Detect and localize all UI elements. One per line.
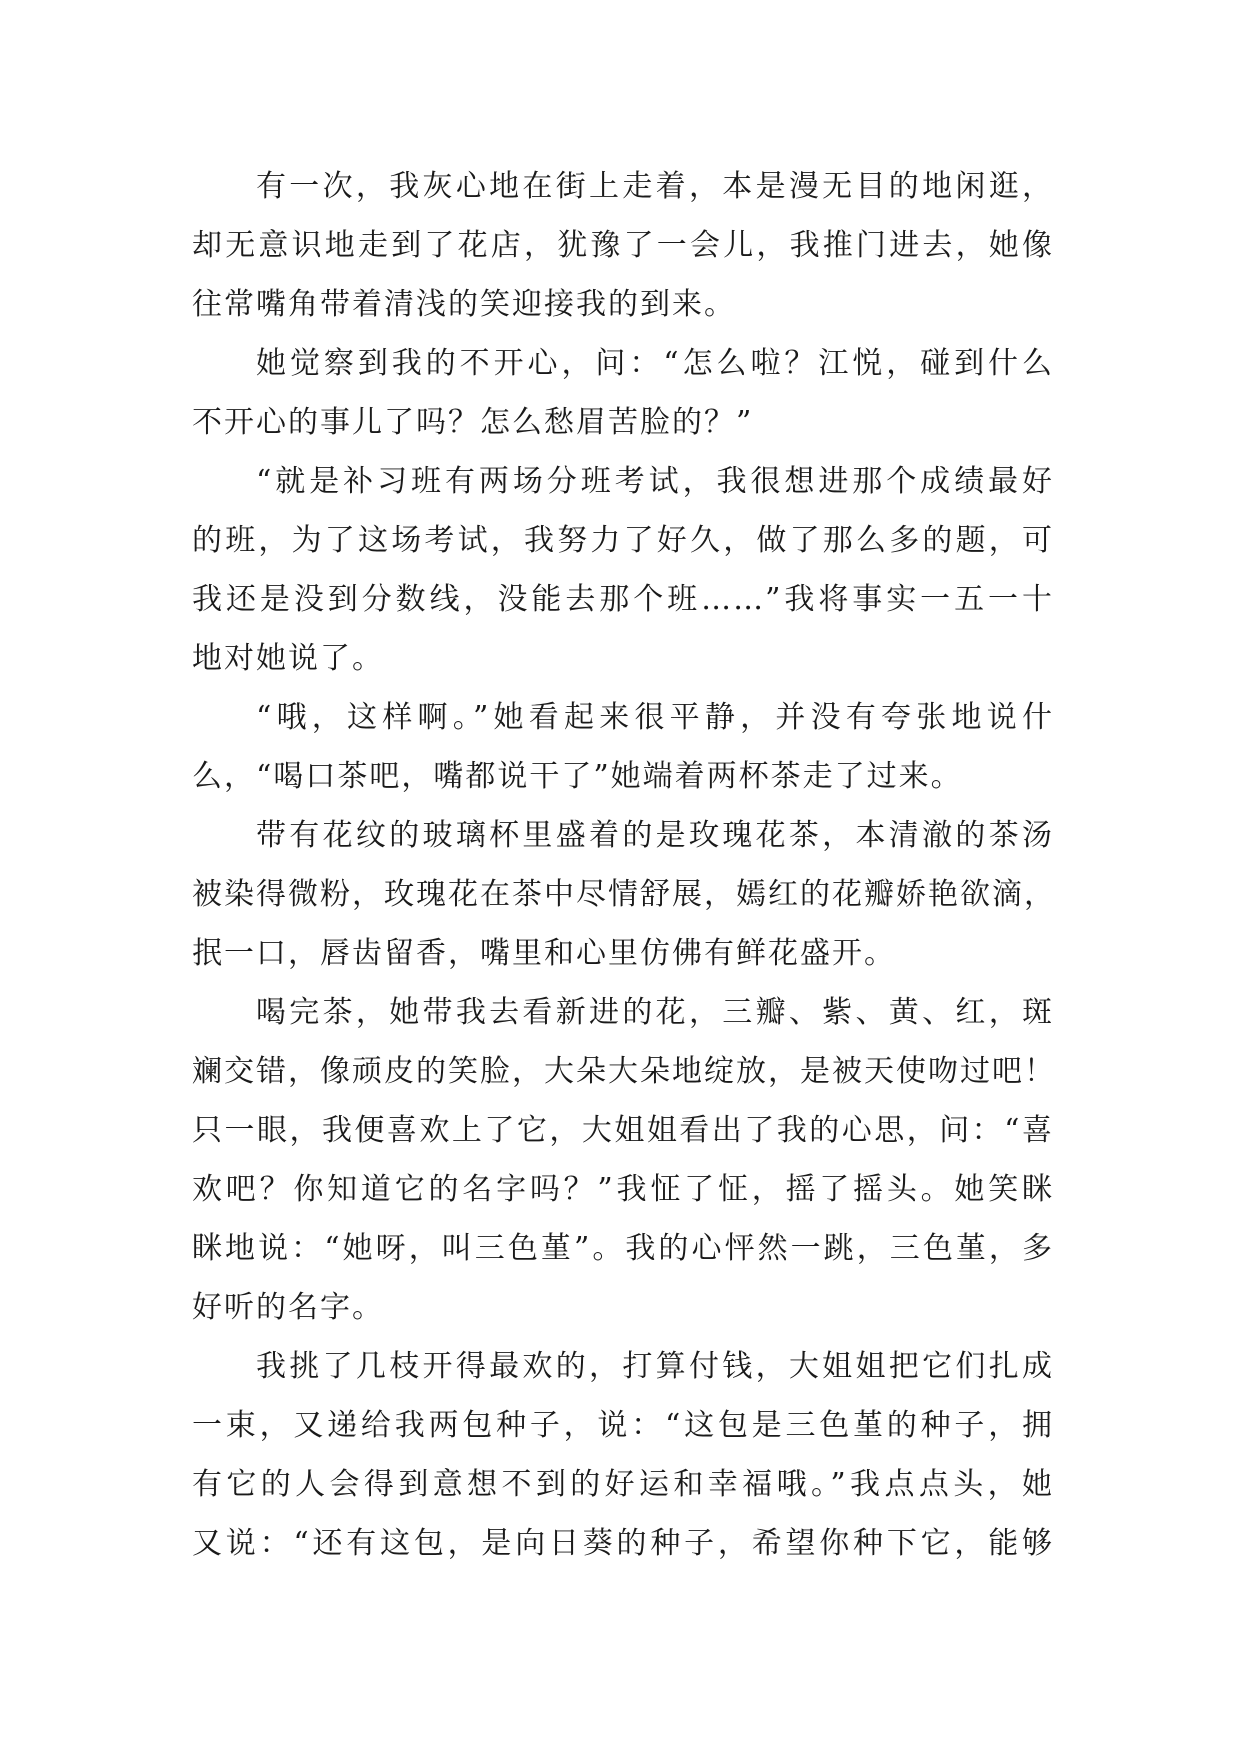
text-line: “就是补习班有两场分班考试，我很想进那个成绩最好 bbox=[256, 464, 1054, 499]
text-line: 的班，为了这场考试，我努力了好久，做了那么多的题，可 bbox=[192, 523, 1054, 558]
paragraph-7 bbox=[192, 1337, 1054, 1573]
text-line: 喝完茶，她带我去看新进的花，三瓣、紫、黄、红，斑 bbox=[256, 995, 1054, 1030]
text-line: 只一眼，我便喜欢上了它，大姐姐看出了我的心思，问：“喜 bbox=[192, 1113, 1054, 1148]
text-line: 眯地说：“她呀，叫三色堇”。我的心怦然一跳，三色堇，多 bbox=[192, 1231, 1054, 1266]
text-line: 有它的人会得到意想不到的好运和幸福哦。”我点点头，她 bbox=[192, 1467, 1054, 1502]
text-line: 被染得微粉，玫瑰花在茶中尽情舒展，嫣红的花瓣娇艳欲滴， bbox=[192, 877, 1056, 912]
text-line: 我挑了几枝开得最欢的，打算付钱，大姐姐把它们扎成 bbox=[256, 1349, 1054, 1384]
text-line: 么，“喝口茶吧，嘴都说干了”她端着两杯茶走了过来。 bbox=[192, 759, 963, 794]
paragraph-4 bbox=[192, 688, 1054, 806]
text-line: 欢吧？你知道它的名字吗？”我怔了怔，摇了摇头。她笑眯 bbox=[192, 1172, 1054, 1207]
paragraph-2 bbox=[192, 334, 1054, 452]
text-line: 斓交错，像顽皮的笑脸，大朵大朵地绽放，是被天使吻过吧！ bbox=[192, 1054, 1056, 1089]
paragraph-3 bbox=[192, 452, 1054, 688]
document-body bbox=[192, 157, 1054, 1573]
text-line: 好听的名字。 bbox=[192, 1290, 384, 1325]
paragraph-1 bbox=[192, 157, 1054, 334]
text-line: 带有花纹的玻璃杯里盛着的是玫瑰花茶，本清澈的茶汤 bbox=[256, 818, 1054, 853]
paragraph-6 bbox=[192, 983, 1054, 1337]
text-line: 又说：“还有这包，是向日葵的种子，希望你种下它，能够 bbox=[192, 1526, 1054, 1561]
text-line: 我还是没到分数线，没能去那个班……”我将事实一五一十 bbox=[192, 582, 1054, 617]
text-line: 抿一口，唇齿留香，嘴里和心里仿佛有鲜花盛开。 bbox=[192, 936, 896, 971]
text-line: “哦，这样啊。”她看起来很平静，并没有夸张地说什 bbox=[256, 700, 1054, 735]
text-line: 她觉察到我的不开心，问：“怎么啦？江悦，碰到什么 bbox=[256, 346, 1054, 381]
text-line: 不开心的事儿了吗？怎么愁眉苦脸的？” bbox=[192, 405, 754, 440]
text-line: 往常嘴角带着清浅的笑迎接我的到来。 bbox=[192, 287, 736, 322]
text-line: 一束，又递给我两包种子，说：“这包是三色堇的种子，拥 bbox=[192, 1408, 1054, 1443]
paragraph-5 bbox=[192, 806, 1054, 983]
text-line: 有一次，我灰心地在街上走着，本是漫无目的地闲逛， bbox=[256, 169, 1054, 204]
text-line: 却无意识地走到了花店，犹豫了一会儿，我推门进去，她像 bbox=[192, 228, 1054, 263]
text-line: 地对她说了。 bbox=[192, 641, 384, 676]
